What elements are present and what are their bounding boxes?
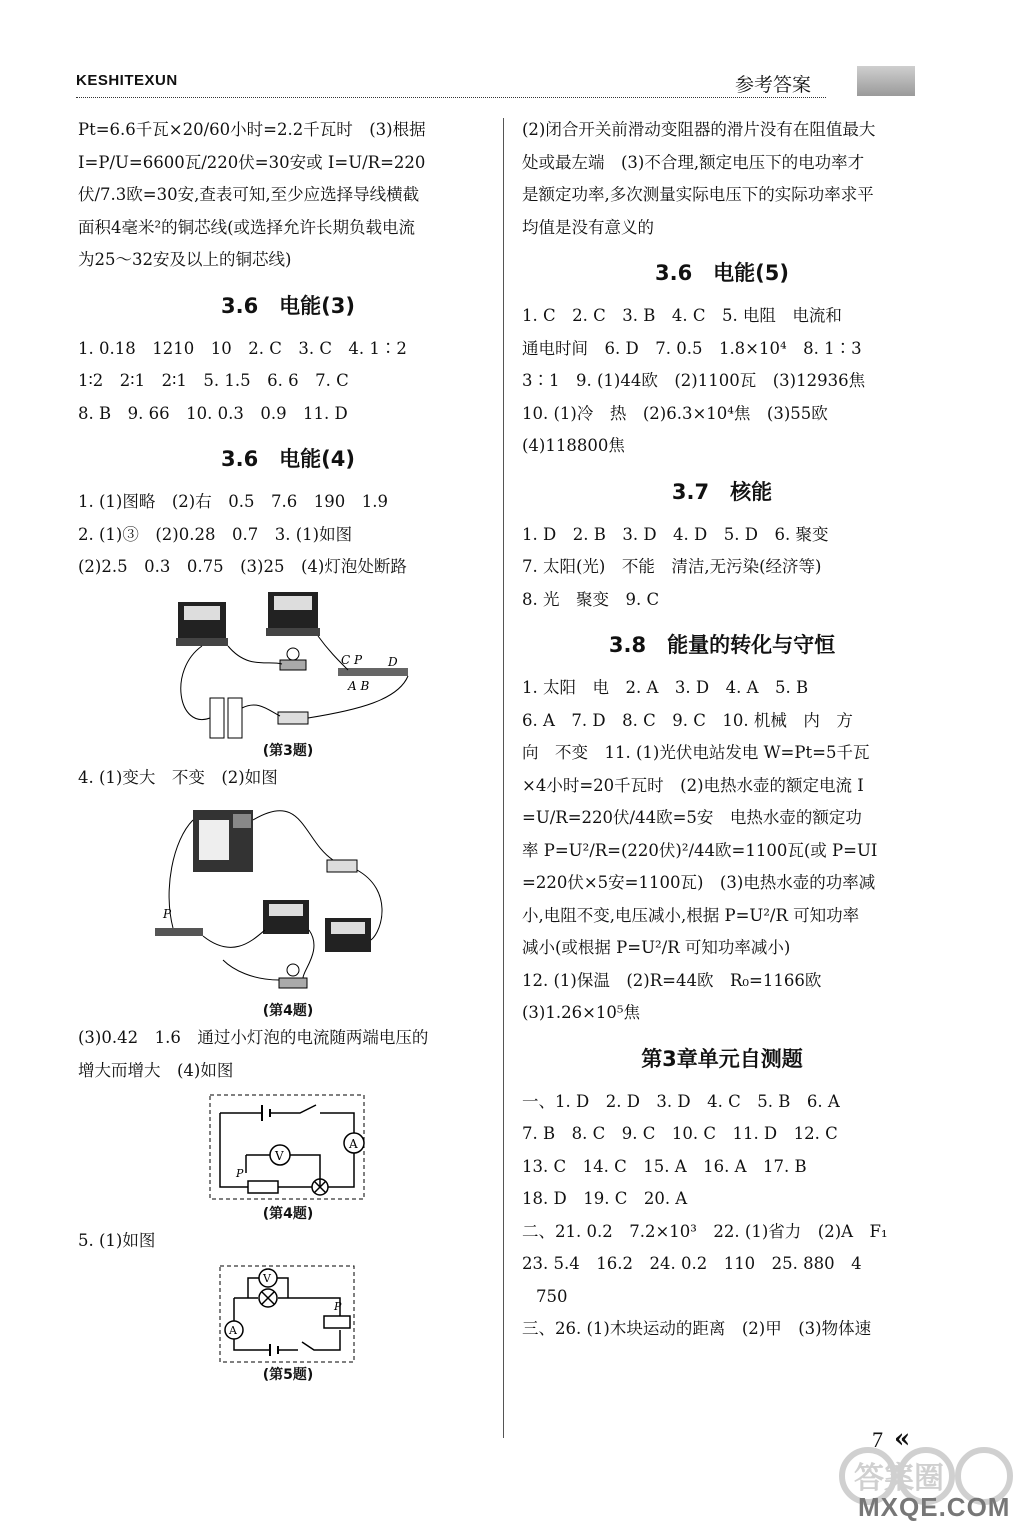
answer-line: 7. B 8. C 9. C 10. C 11. D 12. C xyxy=(522,1124,838,1143)
figure-caption: (第3题) xyxy=(262,742,314,759)
figure-caption: (第4题) xyxy=(262,1003,314,1019)
text-line: 面积4毫米²的铜芯线(或选择允许长期负载电流 xyxy=(78,217,416,237)
answer-line: 1∶2 2∶1 2∶1 5. 1.5 6. 6 7. C xyxy=(78,371,349,390)
text-line: (2)闭合开关前滑动变阻器的滑片没有在阻值最大 xyxy=(522,120,876,139)
answer-line: (3)1.26×10⁵焦 xyxy=(522,1003,641,1022)
svg-text:D: D xyxy=(388,654,398,669)
section-title: 3.7 核能 xyxy=(671,479,773,504)
answer-line: 8. 光 聚变 9. C xyxy=(522,589,660,609)
section-title: 3.6 电能(5) xyxy=(654,261,789,285)
page-number: 7 xyxy=(872,1427,883,1452)
answer-line: 二、21. 0.2 7.2×10³ 22. (1)省力 (2)A F₁ xyxy=(522,1221,888,1241)
section-title: 3.6 电能(4) xyxy=(220,447,355,471)
svg-text:C P: C P xyxy=(341,652,363,667)
section-title: 3.6 电能(3) xyxy=(220,293,355,318)
figure-caption: (第5题) xyxy=(262,1366,314,1383)
figure-q5-circuit-diagram xyxy=(218,1264,358,1364)
answer-line: 12. (1)保温 (2)R=44欧 R₀=1166欧 xyxy=(522,970,822,990)
answer-line: (3)0.42 1.6 通过小灯泡的电流随两端电压的 xyxy=(78,1028,429,1047)
section-title: 3.8 能量的转化与守恒 xyxy=(608,633,836,657)
answer-line: 1. C 2. C 3. B 4. C 5. 电阻 电流和 xyxy=(522,306,842,325)
svg-text:P: P xyxy=(163,907,172,921)
answer-line: 增大而增大 (4)如图 xyxy=(78,1060,234,1080)
watermark-text: MXQE.COM xyxy=(858,1492,1011,1522)
svg-text:A B: A B xyxy=(348,678,370,693)
figure-q4-circuit xyxy=(153,800,423,1000)
answer-line: (2)2.5 0.3 0.75 (3)25 (4)灯泡处断路 xyxy=(78,557,407,576)
watermark-char: 答案圈 xyxy=(854,1461,944,1496)
svg-text:A: A xyxy=(229,1323,237,1337)
text-line: 伏/7.3欧=30安,查表可知,至少应选择导线横截 xyxy=(78,185,420,204)
svg-text:P: P xyxy=(334,1299,342,1313)
text-line: I=P/U=6600瓦/220伏=30安或 I=U/R=220 xyxy=(78,152,426,172)
section-title: 第3章单元自测题 xyxy=(641,1046,803,1071)
answer-line: 7. 太阳(光) 不能 清洁,无污染(经济等) xyxy=(522,557,822,576)
answer-line: 10. (1)冷 热 (2)6.3×10⁴焦 (3)55欧 xyxy=(522,403,828,423)
answer-line: 1. D 2. B 3. D 4. D 5. D 6. 聚变 xyxy=(522,524,829,544)
answer-line: 率 P=U²/R=(220伏)²/44欧=1100瓦(或 P=UI xyxy=(522,840,878,860)
text-line: 均值是没有意义的 xyxy=(522,217,654,237)
figure-q4-circuit-diagram xyxy=(208,1093,368,1203)
answer-line: 6. A 7. D 8. C 9. C 10. 机械 内 方 xyxy=(522,710,853,730)
answer-line: 小,电阻不变,电压减小,根据 P=U²/R 可知功率 xyxy=(522,905,860,925)
answer-line: (4)118800焦 xyxy=(522,436,625,455)
header-right: 参考答案 xyxy=(735,74,812,96)
svg-text:P: P xyxy=(236,1167,244,1180)
answer-line: 4. (1)变大 不变 (2)如图 xyxy=(78,767,278,787)
answer-line: 8. B 9. 66 10. 0.3 0.9 11. D xyxy=(78,403,348,423)
chevron-left-icon: « xyxy=(894,1424,911,1454)
header-rule xyxy=(76,97,826,98)
answer-line: 向 不变 11. (1)光伏电站发电 W=Pt=5千瓦 xyxy=(522,743,870,762)
answer-line: 13. C 14. C 15. A 16. A 17. B xyxy=(522,1156,807,1176)
header-left: KESHITEXUN xyxy=(76,72,178,89)
answer-line: ×4小时=20千瓦时 (2)电热水壶的额定电流 I xyxy=(522,775,864,795)
answer-line: 1. 0.18 1210 10 2. C 3. C 4. 1∶2 xyxy=(78,338,407,358)
text-line: 处或最左端 (3)不合理,额定电压下的电功率才 xyxy=(522,152,865,172)
answer-line: 3∶1 9. (1)44欧 (2)1100瓦 (3)12936焦 xyxy=(522,371,866,390)
answer-line: =U/R=220伏/44欧=5安 电热水壶的额定功 xyxy=(522,808,862,827)
header-tab-decoration xyxy=(857,66,915,96)
svg-text:A: A xyxy=(349,1137,358,1151)
answer-line: 2. (1)③ (2)0.28 0.7 3. (1)如图 xyxy=(78,524,353,544)
figure-q3-circuit xyxy=(158,590,418,740)
left-column xyxy=(78,114,498,1386)
right-column xyxy=(522,114,922,1346)
text-line: 是额定功率,多次测量实际电压下的实际功率求平 xyxy=(522,185,874,204)
svg-text:V: V xyxy=(263,1271,271,1285)
svg-text:V: V xyxy=(275,1149,284,1163)
answer-line: =220伏×5安=1100瓦) (3)电热水壶的功率减 xyxy=(522,873,876,892)
text-line: 为25～32安及以上的铜芯线) xyxy=(78,250,292,269)
answer-line: 1. (1)图略 (2)右 0.5 7.6 190 1.9 xyxy=(78,492,388,511)
column-divider xyxy=(503,118,504,1438)
answer-line: 750 xyxy=(536,1286,568,1306)
answer-line: 18. D 19. C 20. A xyxy=(522,1189,688,1208)
answer-line: 通电时间 6. D 7. 0.5 1.8×10⁴ 8. 1∶3 xyxy=(522,338,862,358)
answer-line: 5. (1)如图 xyxy=(78,1231,156,1250)
answer-line: 1. 太阳 电 2. A 3. D 4. A 5. B xyxy=(522,678,809,697)
text-line: Pt=6.6千瓦×20/60小时=2.2千瓦时 (3)根据 xyxy=(78,120,426,139)
answer-line: 三、26. (1)木块运动的距离 (2)甲 (3)物体速 xyxy=(522,1319,872,1338)
figure-caption: (第4题) xyxy=(262,1206,314,1222)
answer-line: 一、1. D 2. D 3. D 4. C 5. B 6. A xyxy=(522,1091,840,1111)
answer-line: 减小(或根据 P=U²/R 可知功率减小) xyxy=(522,938,791,957)
answer-line: 23. 5.4 16.2 24. 0.2 110 25. 880 4 xyxy=(522,1254,862,1273)
